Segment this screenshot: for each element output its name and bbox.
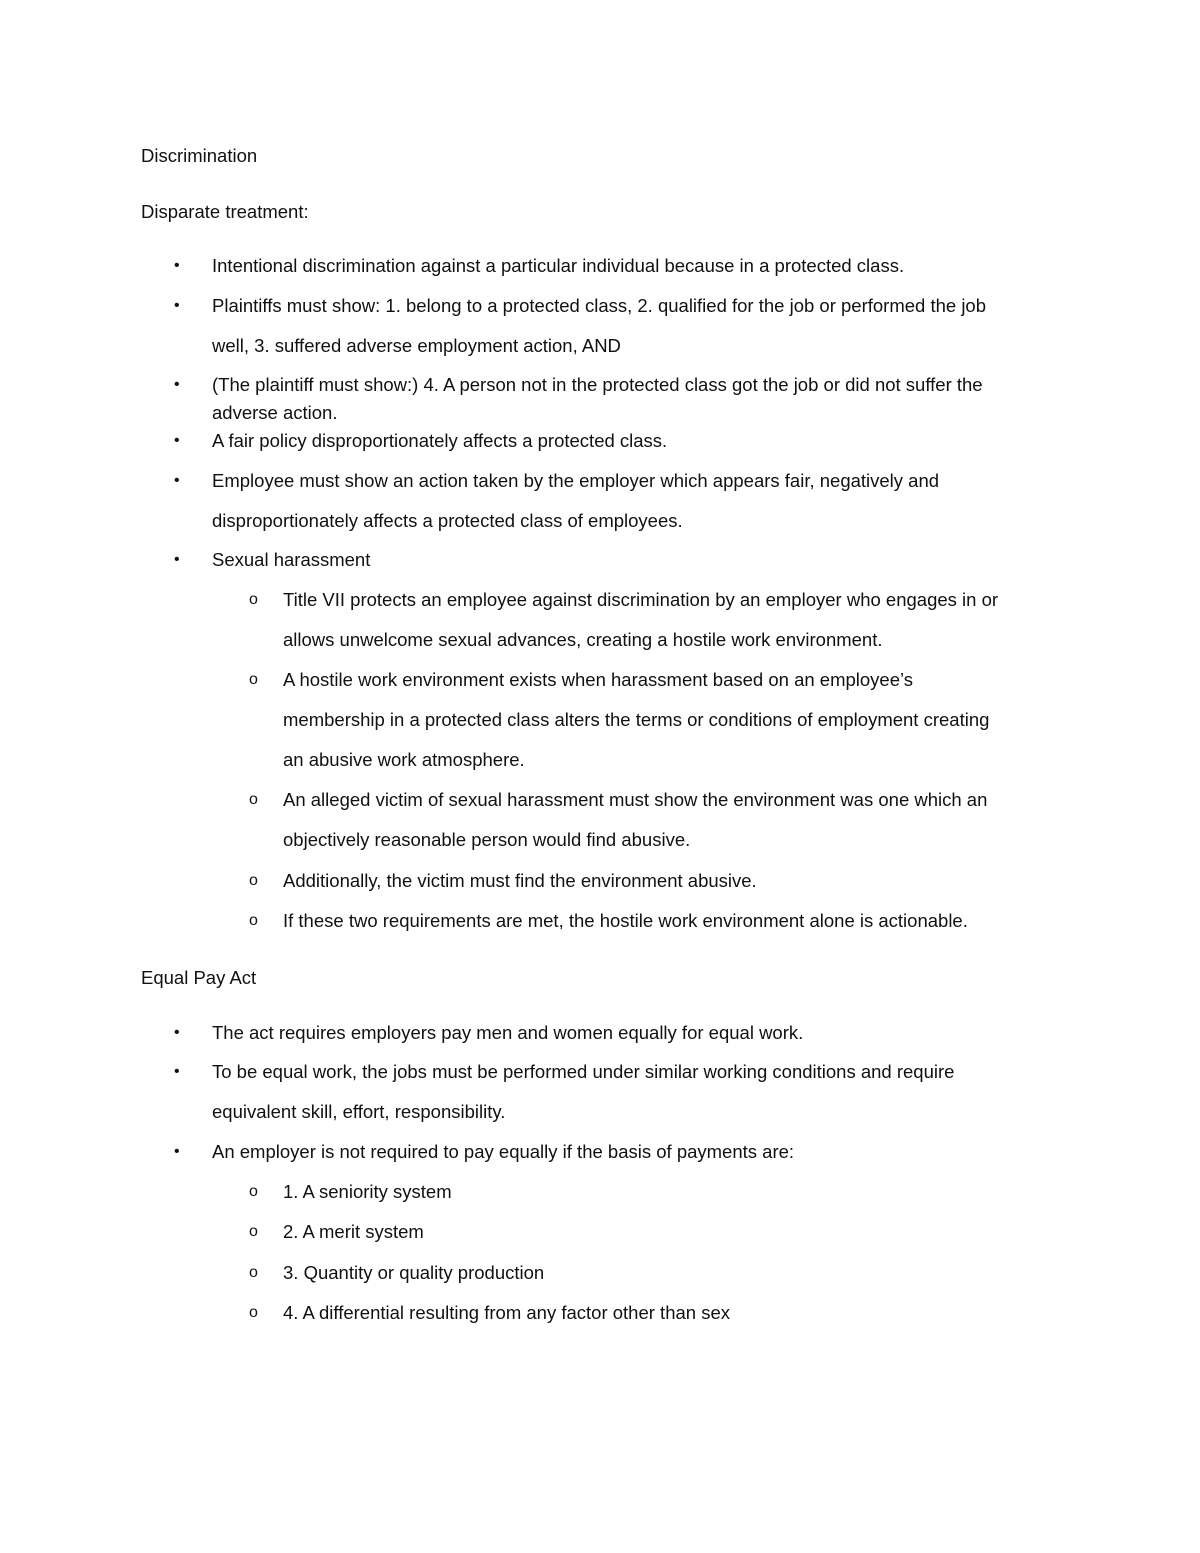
list-item-text: an abusive work atmosphere. [283,749,525,770]
bullet-icon: • [174,551,180,568]
list-item-text: membership in a protected class alters the terms or conditions of employment creating [283,709,990,730]
sub-bullet-icon: o [249,671,258,688]
list-item-text: well, 3. suffered adverse employment action, AND [212,335,621,356]
list-item-text: A fair policy disproportionately affects a protected class. [212,430,668,451]
bullet-icon: • [174,472,180,489]
sub-bullet-icon: o [249,872,258,889]
subsection-title-disparate-treatment: Disparate treatment: [141,201,309,222]
list-item-text: An employer is not required to pay equally if the basis of payments are: [212,1141,795,1162]
list-item-text: Additionally, the victim must find the environment abusive. [283,870,757,891]
sub-bullet-icon: o [249,1183,258,1200]
list-item-text: (The plaintiff must show:) 4. A person not in the protected class got the job or did not suffer the [212,374,983,395]
list-item-text: A hostile work environment exists when harassment based on an employee’s [283,669,914,690]
list-item-text: An alleged victim of sexual harassment must show the environment was one which an [283,789,988,810]
list-item-text: adverse action. [212,402,338,423]
list-item-text: Title VII protects an employee against discrimination by an employer who engages in or [283,589,999,610]
bullet-icon: • [174,257,180,274]
list-item-text: 3. Quantity or quality production [283,1262,545,1283]
bullet-icon: • [174,1063,180,1080]
list-item-text: Intentional discrimination against a particular individual because in a protected class. [212,255,905,276]
sub-bullet-icon: o [249,1264,258,1281]
list-item-text: Plaintiffs must show: 1. belong to a protected class, 2. qualified for the job or performed the job [212,295,987,316]
section-title-equal-pay-act: Equal Pay Act [141,967,257,988]
sub-bullet-icon: o [249,1304,258,1321]
bullet-icon: • [174,297,180,314]
bullet-icon: • [174,1143,180,1160]
sub-bullet-icon: o [249,1223,258,1240]
list-item-text: Sexual harassment [212,549,371,570]
sub-bullet-icon: o [249,791,258,808]
list-item-text: 2. A merit system [283,1221,424,1242]
list-item-text: allows unwelcome sexual advances, creating a hostile work environment. [283,629,883,650]
sub-bullet-icon: o [249,912,258,929]
sub-bullet-icon: o [249,591,258,608]
list-item-text: 4. A differential resulting from any factor other than sex [283,1302,730,1323]
list-item-text: If these two requirements are met, the hostile work environment alone is actionable. [283,910,968,931]
section-title-discrimination: Discrimination [141,145,258,166]
list-item-text: disproportionately affects a protected class of employees. [212,510,683,531]
list-item-text: The act requires employers pay men and women equally for equal work. [212,1022,804,1043]
list-item-text: equivalent skill, effort, responsibility. [212,1101,506,1122]
bullet-icon: • [174,376,180,393]
list-item-text: To be equal work, the jobs must be performed under similar working conditions and require [212,1061,955,1082]
list-item-text: 1. A seniority system [283,1181,452,1202]
bullet-icon: • [174,1024,180,1041]
bullet-icon: • [174,432,180,449]
list-item-text: objectively reasonable person would find abusive. [283,829,691,850]
list-item-text: Employee must show an action taken by the employer which appears fair, negatively and [212,470,940,491]
